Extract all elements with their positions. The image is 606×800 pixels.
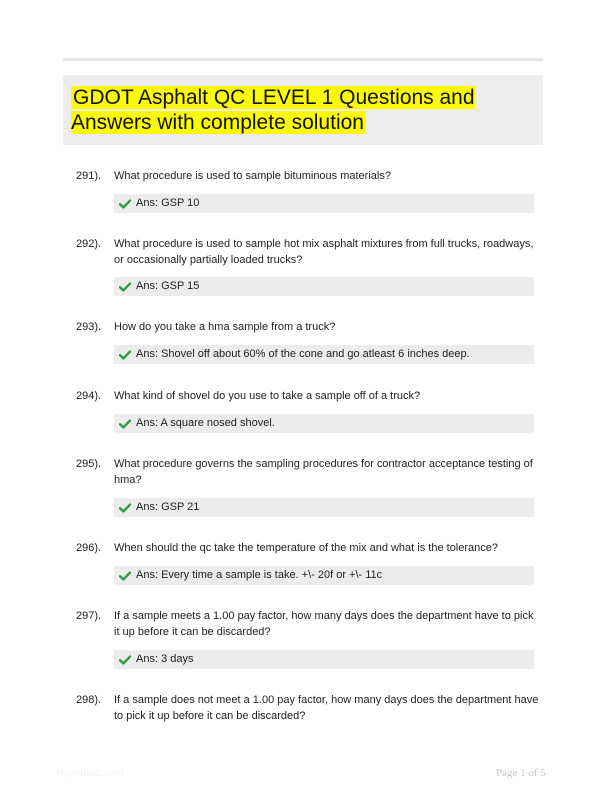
check-icon — [119, 650, 132, 669]
page-title — [71, 85, 543, 135]
check-icon — [119, 345, 132, 364]
answer-box — [114, 277, 534, 296]
question-number: 292). — [76, 238, 102, 250]
question-number: 294). — [76, 390, 102, 402]
answer-text: Ans: Every time a sample is take. +\- 20f or +\- 11c — [136, 569, 383, 581]
check-icon — [119, 277, 132, 296]
question-text: When should the qc take the temperature of the mix and what is the tolerance? — [114, 542, 499, 554]
watermark-text: Paperbbic.com — [57, 768, 124, 779]
question-text: If a sample meets a 1.00 pay factor, how many days does the department have to pick it up before it can be discarded? — [114, 610, 534, 638]
question-number: 291). — [76, 170, 102, 182]
question-text: What kind of shovel do you use to take a sample off of a truck? — [114, 390, 421, 402]
question-text: What procedure is used to sample bituminous materials? — [114, 170, 391, 182]
question-text: If a sample does not meet a 1.00 pay factor, how many days does the department have to pick it up before it can be discarded? — [114, 694, 539, 722]
check-icon — [119, 194, 132, 213]
question-number: 297). — [76, 610, 102, 622]
answer-text: Ans: 3 days — [136, 653, 194, 665]
question-text: How do you take a hma sample from a truck? — [114, 321, 336, 333]
answer-box — [114, 345, 534, 364]
page-title-text: GDOT Asphalt QC LEVEL 1 Questions and Answers with complete solution — [71, 86, 475, 134]
answer-box — [114, 194, 534, 213]
check-icon — [119, 498, 132, 517]
top-divider — [63, 58, 543, 61]
answer-text: Ans: A square nosed shovel. — [136, 417, 275, 429]
answer-box — [114, 414, 534, 433]
question-number: 295). — [76, 458, 102, 470]
title-banner — [63, 75, 543, 145]
answer-box — [114, 650, 534, 669]
question-text: What procedure governs the sampling procedures for contractor acceptance testing of hma? — [114, 458, 533, 486]
answer-text: Ans: GSP 21 — [136, 501, 200, 513]
answer-text: Ans: GSP 10 — [136, 197, 200, 209]
page-number: Page 1 of 5 — [496, 767, 546, 779]
answer-box — [114, 498, 534, 517]
question-number: 298). — [76, 694, 102, 706]
check-icon — [119, 566, 132, 585]
answer-box — [114, 566, 534, 585]
question-number: 296). — [76, 542, 102, 554]
question-number: 293). — [76, 321, 102, 333]
check-icon — [119, 414, 132, 433]
answer-text: Ans: Shovel off about 60% of the cone and go atleast 6 inches deep. — [136, 348, 470, 360]
answer-text: Ans: GSP 15 — [136, 280, 200, 292]
question-text: What procedure is used to sample hot mix asphalt mixtures from full trucks, roadways, or occasionally partially loaded trucks? — [114, 238, 534, 266]
